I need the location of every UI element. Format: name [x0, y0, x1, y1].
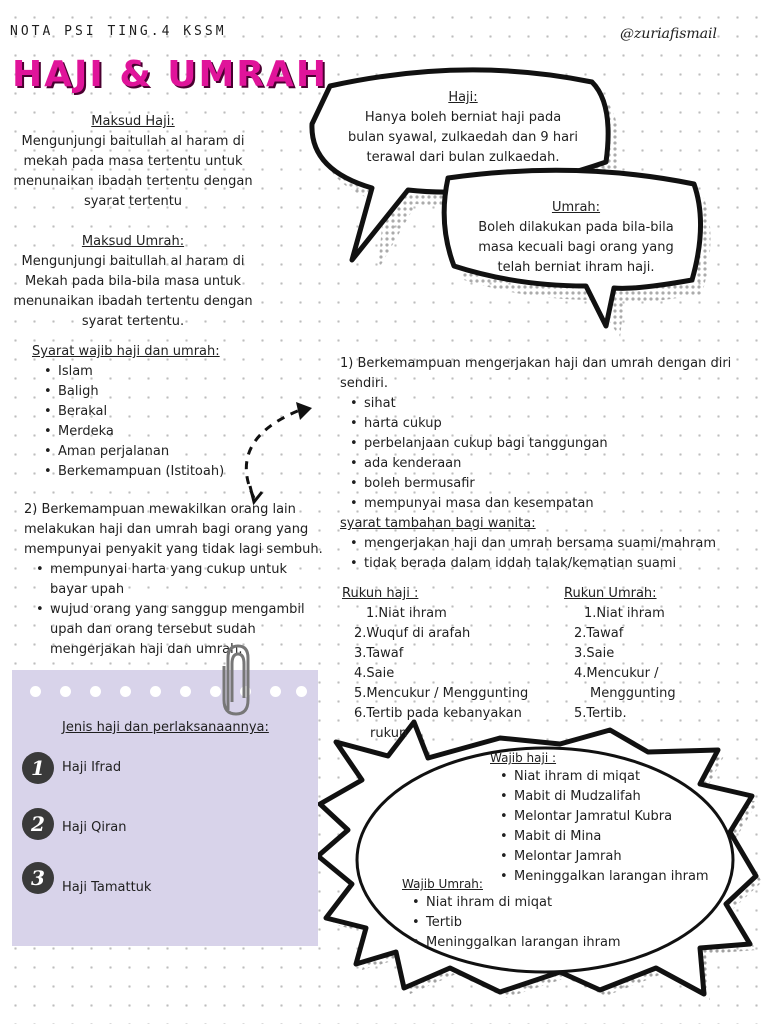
number-one-icon: 1: [22, 752, 54, 784]
punch-hole: [120, 686, 131, 697]
list-item-line: • wujud orang yang sanggup mengambil: [50, 602, 305, 617]
wajib-haji-label: Wajib haji :: [490, 751, 557, 765]
kemampuan-diri-line: sendiri.: [340, 376, 388, 391]
kemampuan-wakil-line: melakukan haji dan umrah bagi orang yang: [24, 522, 309, 537]
list-item: 3.Tawaf: [354, 646, 404, 661]
course-label: NOTA PSI TING.4 KSSM: [10, 24, 227, 39]
punch-hole: [150, 686, 161, 697]
list-item: • Aman perjalanan: [40, 442, 262, 462]
bubble-umrah-label: Umrah:: [551, 200, 601, 215]
list-item: 2.Wuquf di arafah: [354, 626, 471, 641]
wajib-umrah-label: Wajib Umrah:: [402, 877, 483, 891]
number-three-icon: 3: [22, 862, 54, 894]
list-item: • perbelanjaan cukup bagi tanggungan: [346, 434, 760, 454]
list-item: 4.Mencukur /: [574, 666, 659, 681]
punch-hole: [90, 686, 101, 697]
list-item: 5.Mencukur / Menggunting: [354, 686, 529, 701]
rukun-haji-label: Rukun haji :: [342, 586, 419, 601]
punch-hole: [30, 686, 41, 697]
list-item: [32, 560, 334, 600]
list-item-line: upah dan orang tersebut sudah: [50, 622, 256, 637]
author-handle: @zuriafismail: [620, 26, 718, 42]
definition-umrah-line: Mengunjungi baitullah al haram di: [21, 254, 245, 269]
jenis-haji-card: [12, 670, 318, 946]
definition-umrah-label: Maksud Umrah:: [81, 234, 185, 249]
punch-hole: [60, 686, 71, 697]
bubble-haji-line: terawal dari bulan zulkaedah.: [366, 150, 560, 165]
wajib-haji-section: [490, 750, 730, 887]
jenis-haji-item: Haji Tamattuk: [62, 880, 152, 895]
list-item: • sihat: [346, 394, 760, 414]
list-item: 1.Niat ihram: [366, 606, 447, 621]
definition-haji-line: mekah pada masa tertentu untuk: [23, 154, 243, 169]
jenis-haji-label: Jenis haji dan perlaksanaannya:: [62, 720, 269, 735]
bubble-umrah-line: telah berniat ihram haji.: [497, 260, 655, 275]
list-item: • harta cukup: [346, 414, 760, 434]
bubble-umrah-line: Boleh dilakukan pada bila-bila: [478, 220, 674, 235]
list-item-line: mengerjakan haji dan umrah.: [50, 642, 243, 657]
definition-haji: [8, 112, 258, 212]
list-item: • Niat ihram di miqat: [408, 893, 662, 913]
list-item: • ada kenderaan: [346, 454, 760, 474]
bubble-haji-text: [318, 88, 608, 168]
bubble-haji-label: Haji:: [448, 90, 478, 105]
list-item: • mengerjakan haji dan umrah bersama suami/mahram: [346, 534, 760, 554]
syarat-wajib-label: Syarat wajib haji dan umrah:: [32, 344, 220, 359]
list-item: • Baligh: [40, 382, 262, 402]
list-item: • Berkemampuan (Istitoah): [40, 462, 262, 482]
page-title: HAJI & UMRAH: [12, 54, 329, 95]
rukun-umrah-label: Rukun Umrah:: [564, 586, 657, 601]
list-item: 2.Tawaf: [574, 626, 624, 641]
kemampuan-wakil-line: mempunyai penyakit yang tidak lagi sembuh.: [24, 542, 323, 557]
bubble-haji-line: bulan syawal, zulkaedah dan 9 hari: [347, 130, 579, 145]
list-item: • Mabit di Mina: [496, 827, 730, 847]
bubble-haji-line: Hanya boleh berniat haji pada: [364, 110, 562, 125]
list-item-line: bayar upah: [50, 582, 125, 597]
list-item-line: • mempunyai harta yang cukup untuk: [50, 562, 287, 577]
wanita-label: syarat tambahan bagi wanita:: [340, 516, 536, 531]
list-item: • Melontar Jamratul Kubra: [496, 807, 730, 827]
list-item: • mempunyai masa dan kesempatan: [346, 494, 760, 514]
definition-umrah-line: Mekah pada bila-bila masa untuk: [25, 274, 241, 289]
jenis-haji-item: Haji Qiran: [62, 820, 127, 835]
paperclip-icon: [214, 640, 254, 720]
jenis-haji-item: Haji Ifrad: [62, 760, 122, 775]
list-item: • Niat ihram di miqat: [496, 767, 730, 787]
list-item: 4.Saie: [354, 666, 395, 681]
kemampuan-diri-line: 1) Berkemampuan mengerjakan haji dan umrah dengan diri: [340, 356, 732, 371]
list-item: 5.Tertib.: [574, 706, 627, 721]
list-item: 1.Niat ihram: [584, 606, 665, 621]
definition-umrah: [8, 232, 258, 332]
list-item: • Berakal: [40, 402, 262, 422]
list-item: • Merdeka: [40, 422, 262, 442]
kemampuan-diri-section: [340, 354, 760, 574]
bubble-umrah-text: [452, 198, 700, 278]
rukun-umrah-section: [564, 584, 744, 724]
wajib-umrah-section: [402, 876, 662, 953]
kemampuan-wakil-section: [24, 500, 334, 660]
list-item: • Meninggalkan larangan ihram: [496, 867, 730, 887]
syarat-wajib-section: [32, 342, 262, 482]
definition-haji-line: Mengunjungi baitullah al haram di: [21, 134, 245, 149]
list-item: • Melontar Jamrah: [496, 847, 730, 867]
list-item: • tidak berada dalam iddah talak/kematian suami: [346, 554, 760, 574]
list-item: 3.Saie: [574, 646, 615, 661]
definition-haji-label: Maksud Haji:: [91, 114, 175, 129]
kemampuan-wakil-line: 2) Berkemampuan mewakilkan orang lain: [24, 502, 296, 517]
list-item: • Meninggalkan larangan ihram: [408, 933, 662, 953]
list-item: Menggunting: [590, 686, 676, 701]
bubble-umrah-line: masa kecuali bagi orang yang: [478, 240, 674, 255]
list-item: • Mabit di Mudzalifah: [496, 787, 730, 807]
definition-umrah-line: syarat tertentu.: [81, 314, 185, 329]
list-item: • Islam: [40, 362, 262, 382]
definition-haji-line: syarat tertentu: [83, 194, 183, 209]
list-item: • Tertib: [408, 913, 662, 933]
number-two-icon: 2: [22, 808, 54, 840]
rukun-haji-section: [342, 584, 557, 744]
definition-umrah-line: menunaikan ibadah tertentu dengan: [13, 294, 253, 309]
list-item: [32, 600, 334, 660]
punch-hole: [180, 686, 191, 697]
punch-hole: [270, 686, 281, 697]
list-item: • boleh bermusafir: [346, 474, 760, 494]
list-item: rukun: [370, 726, 408, 741]
punch-hole: [296, 686, 307, 697]
definition-haji-line: menunaikan ibadah tertentu dengan: [13, 174, 253, 189]
list-item: 6.Tertib pada kebanyakan: [354, 706, 522, 721]
